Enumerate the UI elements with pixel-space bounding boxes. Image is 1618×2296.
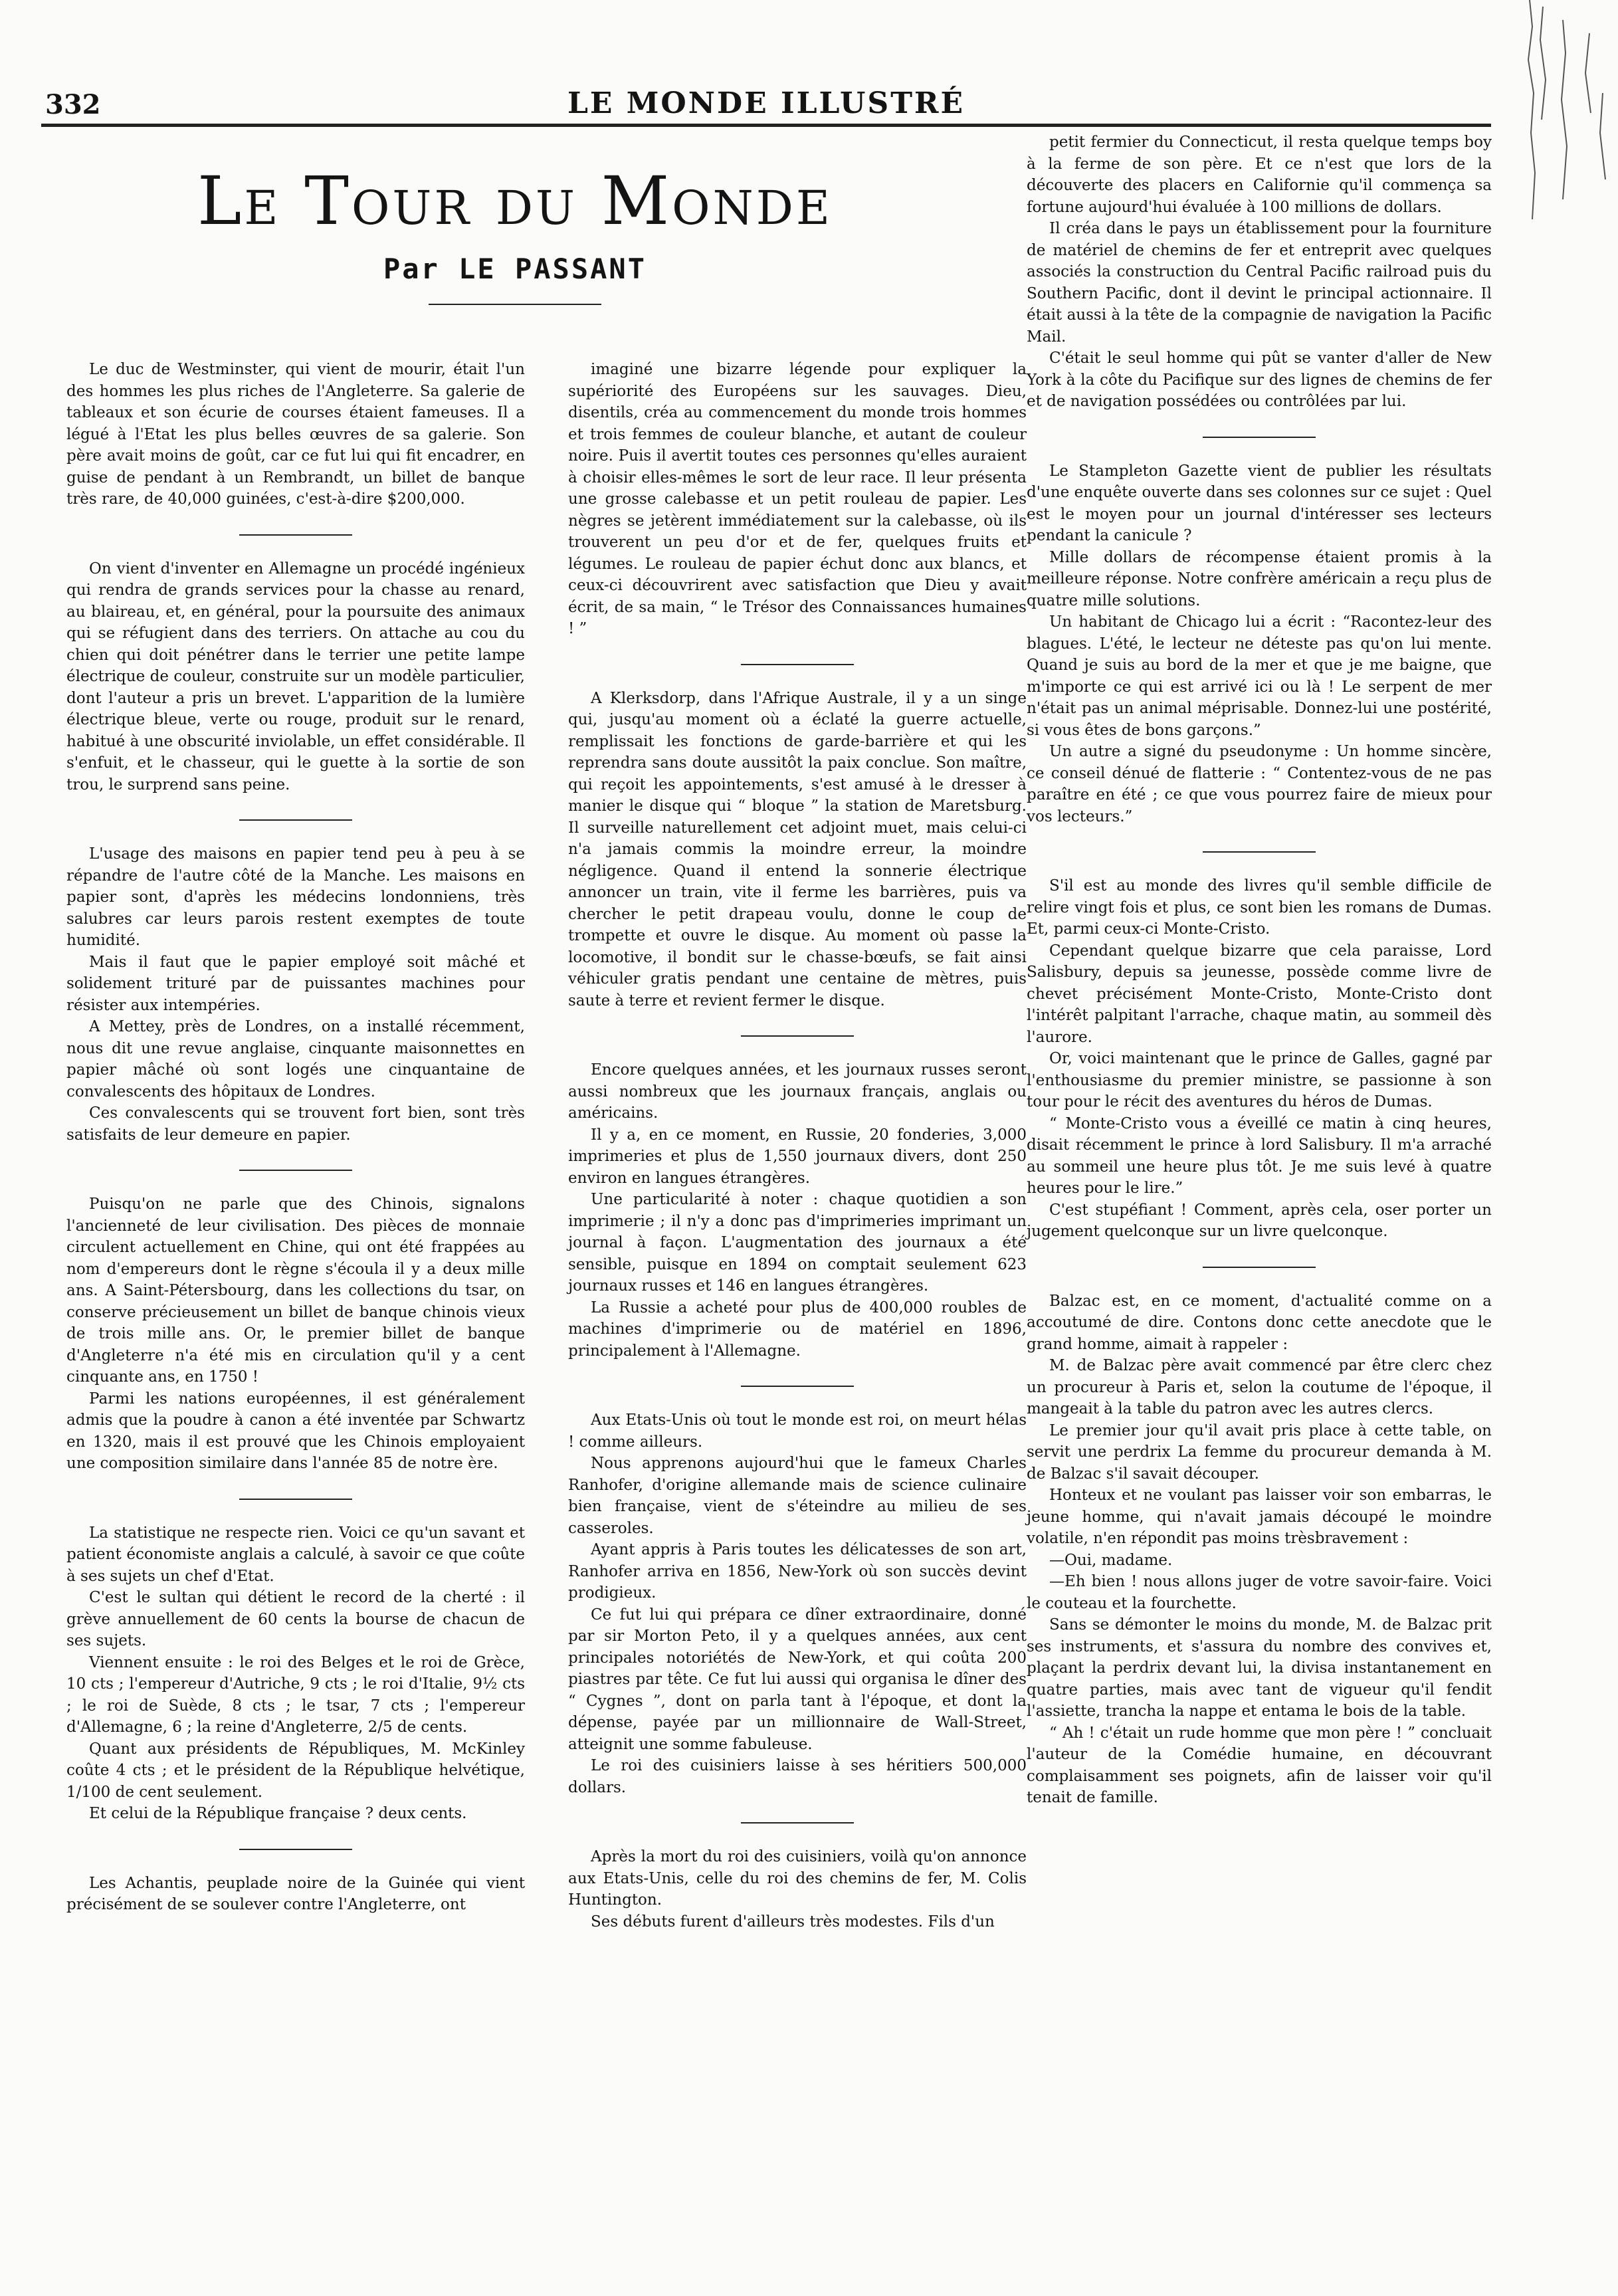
paragraph: C'est stupéfiant ! Comment, après cela, oser porter un jugement quelconque sur un livre quelconque. [1027, 1201, 1492, 1240]
paragraph: Aux Etats-Unis où tout le monde est roi, on meurt hélas ! comme ailleurs. [568, 1411, 1027, 1451]
paragraph: “ Ah ! c'était un rude homme que mon père ! ” concluait l'auteur de la Comédie humaine, en découvrant complaisamment ses poignets, afin de laisser voir qu'il tenait de famille. [1027, 1724, 1492, 1806]
page-header [41, 85, 1491, 125]
section-separator [741, 1035, 854, 1037]
paragraph: Il y a, en ce moment, en Russie, 20 fonderies, 3,000 imprimeries et plus de 1,550 journaux divers, dont 250 environ en langues étrangères. [568, 1126, 1027, 1187]
paragraph: La statistique ne respecte rien. Voici ce qu'un savant et patient économiste anglais a calculé, à savoir ce que coûte à ses sujets un chef d'Etat. [66, 1524, 525, 1585]
paragraph: Or, voici maintenant que le prince de Galles, gagné par l'enthousiasme du premier ministre, se passionne à son tour pour le récit des aventures du héros de Dumas. [1027, 1050, 1492, 1110]
paragraph: L'usage des maisons en papier tend peu à peu à se répandre de l'autre côté de la Manche. Les maisons en papier sont, d'après les médecins londonniens, très salubres car leurs parois restent exemptes de toute humidité. [66, 845, 525, 949]
byline: Par LE PASSANT [383, 253, 647, 285]
paragraph: Nous apprenons aujourd'hui que le fameux Charles Ranhofer, d'origine allemande mais de science culinaire bien française, vient de s'éteindre au milieu de ses casseroles. [568, 1455, 1027, 1537]
title-rule [429, 304, 601, 305]
section-separator [741, 1822, 854, 1824]
page-number: 332 [45, 89, 101, 120]
paragraph: La Russie a acheté pour plus de 400,000 roubles de machines d'imprimerie ou de matériel en 1896, principalement à l'Allemagne. [568, 1299, 1027, 1360]
article-title: Le Tour du Monde [197, 162, 833, 240]
news-item [66, 1873, 525, 1916]
section-separator [1203, 437, 1316, 438]
news-item [568, 1059, 1027, 1362]
paragraph: Le premier jour qu'il avait pris place à cette table, on servit une perdrix La femme du procureur demanda à M. de Balzac s'il savait découper. [1027, 1421, 1492, 1483]
news-item [568, 359, 1027, 640]
paragraph: Mille dollars de récompense étaient promis à la meilleure réponse. Notre confrère américain a reçu plus de quatre mille solutions. [1027, 548, 1492, 609]
paragraph: Les Achantis, peuplade noire de la Guinée qui vient précisément de se soulever contre l'Angleterre, ont [66, 1874, 525, 1913]
news-item [66, 558, 525, 796]
paragraph: —Eh bien ! nous allons juger de votre savoir-faire. Voici le couteau et la fourchette. [1027, 1573, 1492, 1612]
paragraph: Honteux et ne voulant pas laisser voir son embarras, le jeune homme, qui n'avait jamais découpé le moindre volatile, n'en répondit pas moins trèsbravement : [1027, 1487, 1492, 1547]
paragraph: M. de Balzac père avait commencé par être clerc chez un procureur à Paris et, selon la coutume de l'époque, il mangeait à la table du patron avec les autres clercs. [1027, 1357, 1492, 1417]
paragraph: Un habitant de Chicago lui a écrit : “Racontez-leur des blagues. L'été, le lecteur ne déteste pas qu'on lui mente. Quand je suis au bord de la mer et que je me baigne, que m'importe ce qui est arrivé ici ou là ! Le serpent de mer n'était pas un animal méprisable. Donnez-lui une postérité, si vous êtes de bons garçons.” [1027, 613, 1492, 739]
paragraph: Une particularité à noter : chaque quotidien a son imprimerie ; il n'y a donc pas d'imprimeries imprimant un journal à façon. L'augmentation des journaux a été sensible, puisque en 1894 on comptait seulement 623 journaux russes et 146 en langues étrangères. [568, 1191, 1027, 1295]
paragraph: Ses débuts furent d'ailleurs très modestes. Fils d'un [591, 1913, 995, 1931]
section-separator [239, 1849, 352, 1850]
news-item [1027, 461, 1492, 828]
paragraph: Un autre a signé du pseudonyme : Un homme sincère, ce conseil dénué de flatterie : “ Contentez-vous de ne pas paraître en été ; ce que vous pourrez faire de mieux pour vos lecteurs.” [1027, 743, 1492, 825]
paragraph: A Mettey, près de Londres, on a installé récemment, nous dit une revue anglaise, cinquante maisonnettes en papier mâché où sont logés une cinquantaine de convalescents des hôpitaux de Londres. [66, 1018, 525, 1100]
paragraph: Le Stampleton Gazette vient de publier les résultats d'une enquête ouverte dans ses colonnes sur ce sujet : Quel est le moyen pour un journal d'intéresser ses lecteurs pendant la canicule ? [1027, 462, 1492, 544]
news-item [66, 1194, 525, 1475]
section-separator [239, 1170, 352, 1171]
section-separator [741, 1386, 854, 1387]
paragraph: “ Monte-Cristo vous a éveillé ce matin à cinq heures, disait récemment le prince à lord Salisbury. Il m'a arraché au sommeil une heure plus tôt. Je me suis levé à quatre heures pour le lire.” [1027, 1114, 1492, 1197]
paragraph: On vient d'inventer en Allemagne un procédé ingénieux qui rendra de grands services pour la chasse au renard, au blaireau, et, en général, pour la poursuite des animaux qui se réfugient dans des terriers. On attache au cou du chien qui doit pénétrer dans le terrier une petite lampe électrique de couleur, construite sur un modèle particulier, dont l'auteur a pris un brevet. L'apparition de la lumière électrique bleue, verte ou rouge, produit sur le renard, habitué à une obscurité inviolable, un effet considérable. Il s'enfuit, et le chasseur, qui le guette à la sortie de son trou, le surprend sans peine. [66, 560, 525, 793]
paragraph: Encore quelques années, et les journaux russes seront aussi nombreux que les journaux français, anglais ou américains. [568, 1061, 1027, 1122]
paragraph: Sans se démonter le moins du monde, M. de Balzac prit ses instruments, et s'assura du nombre des convives et, plaçant la perdrix devant lui, la divisa instantanement en quatre parties, mais avec tant de vigueur qu'il fendit l'assiette, trancha la nappe et entama le bois de la table. [1027, 1616, 1492, 1720]
section-separator [1203, 1267, 1316, 1268]
news-item [568, 1409, 1027, 1798]
paragraph: Parmi les nations européennes, il est généralement admis que la poudre à canon a été inventée par Schwartz en 1320, mais il est prouvé que les Chinois employaient une composition similaire dans l'année 85 de notre ère. [66, 1390, 525, 1472]
section-separator [1203, 851, 1316, 853]
paragraph: Et celui de la République française ? deux cents. [89, 1805, 467, 1822]
section-separator [239, 819, 352, 821]
column-left [66, 359, 525, 1916]
news-item [1027, 875, 1492, 1243]
paragraph: Ce fut lui qui prépara ce dîner extraordinaire, donné par sir Morton Peto, il y a quelques années, aux cent principales notoriétés de New-York, et qui coûta 200 piastres par tête. Ce fut lui aussi qui organisa le dîner des “ Cygnes ”, dont on parla tant à l'époque, et dont la dépense, payée par un millionnaire de Wall-Street, atteignit une somme fabuleuse. [568, 1606, 1027, 1753]
paragraph: Balzac est, en ce moment, d'actualité comme on a accoutumé de dire. Contons donc cette anecdote que le grand homme, aimait à rappeler : [1027, 1292, 1492, 1353]
paragraph: Le roi des cuisiniers laisse à ses héritiers 500,000 dollars. [568, 1757, 1027, 1796]
paragraph: Quant aux présidents de Républiques, M. McKinley coûte 4 cts ; et le président de la République helvétique, 1/100 de cent seulement. [66, 1740, 525, 1801]
section-separator [239, 1499, 352, 1500]
paragraph: imaginé une bizarre légende pour expliquer la supériorité des Européens sur les sauvages. Dieu, disentils, créa au commencement du monde trois hommes et trois femmes de couleur blanche, et autant de couleur noire. Puis il avertit toutes ces personnes qu'elles auraient à choisir elles-mêmes le sort de leur race. Il leur présenta une grosse calebasse et un petit rouleau de papier. Les nègres se jetèrent immédiatement sur la calebasse, où ils trouverent un peu d'or et de fer, quelques fruits et légumes. Le rouleau de papier échut donc aux blancs, et ceux-ci découvrirent avec satisfaction que Dieu y avait écrit, de sa main, “ le Trésor des Connaissances humaines ! ” [568, 361, 1027, 637]
paragraph: Viennent ensuite : le roi des Belges et le roi de Grèce, 10 cts ; l'empereur d'Autriche, 9 cts ; le roi d'Italie, 9½ cts ; le roi de Suède, 8 cts ; le tsar, 7 cts ; l'empereur d'Allemagne, 6 ; la reine d'Angleterre, 2/5 de cents. [66, 1653, 525, 1736]
paragraph: Il créa dans le pays un établissement pour la fourniture de matériel de chemins de fer et entreprit avec quelques associés la construction du Central Pacific railroad puis du Southern Pacific, dont il devint le principal actionnaire. Il était aussi à la tête de la compagnie de navigation la Pacific Mail. [1027, 220, 1492, 346]
masthead: LE MONDE ILLUSTRÉ [567, 86, 965, 120]
section-separator [741, 664, 854, 665]
article-heading [66, 162, 963, 305]
paragraph: A Klerksdorp, dans l'Afrique Australe, il y a un singe qui, jusqu'au moment où a éclaté la guerre actuelle, remplissait les fonctions de garde-barrière et qui les reprendra sans doute aussitôt la paix conclue. Son maître, qui reçoit les appointements, s'est amusé à le dresser à manier le disque qui “ bloque ” la station de Maretsburg. Il surveille naturellement cet adjoint muet, mais celui-ci n'a jamais commis la moindre erreur, la moindre négligence. Quand il entend la sonnerie électrique annoncer un train, vite il ferme les barrières, puis va chercher le petit drapeau voulu, donne le coup de trompette et ouvre le disque. Au moment où passe la locomotive, il bondit sur le chasse-bœufs, se fait ainsi véhiculer gratis pendant une centaine de mètres, puis saute à terre et revient fermer le disque. [568, 689, 1027, 1009]
news-item [568, 688, 1027, 1012]
paragraph: Ces convalescents qui se trouvent fort bien, sont très satisfaits de leur demeure en papier. [66, 1104, 525, 1144]
news-item [568, 1846, 1027, 1932]
paragraph: Ayant appris à Paris toutes les délicatesses de son art, Ranhofer arriva en 1856, New-York où son succès devint prodigieux. [568, 1541, 1027, 1602]
paragraph: S'il est au monde des livres qu'il semble difficile de relire vingt fois et plus, ce sont bien les romans de Dumas. Et, parmi ceux-ci Monte-Cristo. [1027, 877, 1492, 938]
paragraph: —Oui, madame. [1049, 1551, 1173, 1569]
news-item [1027, 1291, 1492, 1809]
paragraph: Le duc de Westminster, qui vient de mourir, était l'un des hommes les plus riches de l'Angleterre. Sa galerie de tableaux et son écurie de courses étaient fameuses. Il a légué à l'Etat les plus belles œuvres de sa galerie. Son père avait moins de goût, car ce fut lui qui fit encadrer, en guise de pendant à un Rembrandt, un billet de banque très rare, de 40,000 guinées, c'est-à-dire $200,000. [66, 361, 525, 508]
column-right [1027, 132, 1492, 1809]
paragraph: C'était le seul homme qui pût se vanter d'aller de New York à la côte du Pacifique sur des lignes de chemins de fer et de navigation possédées ou contrôlées par lui. [1027, 350, 1492, 410]
header-rule [41, 124, 1491, 127]
news-item [66, 359, 525, 510]
paragraph: C'est le sultan qui détient le record de la cherté : il grève annuellement de 60 cents la bourse de chacun de ses sujets. [66, 1589, 525, 1649]
news-item [66, 1522, 525, 1825]
page-edge-scratches [1516, 0, 1616, 266]
section-separator [239, 534, 352, 536]
news-item [1027, 132, 1492, 413]
paragraph: Puisqu'on ne parle que des Chinois, signalons l'ancienneté de leur civilisation. Des pièces de monnaie circulent actuellement en Chine, qui ont été frappées au nom d'empereurs dont le règne s'écoula il y a deux mille ans. A Saint-Pétersbourg, dans les collections du tsar, on conserve précieusement un billet de banque chinois vieux de trois mille ans. Or, le premier billet de banque d'Angleterre n'a été mis en circulation qu'il y a cent cinquante ans, en 1750 ! [66, 1196, 525, 1386]
news-item [66, 843, 525, 1146]
paragraph: petit fermier du Connecticut, il resta quelque temps boy à la ferme de son père. Et ce n'est que lors de la découverte des placers en Californie qu'il commença sa fortune aujourd'hui évaluée à 100 millions de dollars. [1027, 134, 1492, 216]
paragraph: Après la mort du roi des cuisiniers, voilà qu'on annonce aux Etats-Unis, celle du roi des chemins de fer, M. Colis Huntington. [568, 1848, 1027, 1909]
column-middle [568, 359, 1027, 1932]
paragraph: Cependant quelque bizarre que cela paraisse, Lord Salisbury, depuis sa jeunesse, possède comme livre de chevet précisément Monte-Cristo, Monte-Cristo dont l'intérêt palpitant l'arrache, chaque matin, au sommeil dès l'aurore. [1027, 942, 1492, 1046]
paragraph: Mais il faut que le papier employé soit mâché et solidement trituré par de puissantes machines pour résister aux intempéries. [66, 953, 525, 1014]
